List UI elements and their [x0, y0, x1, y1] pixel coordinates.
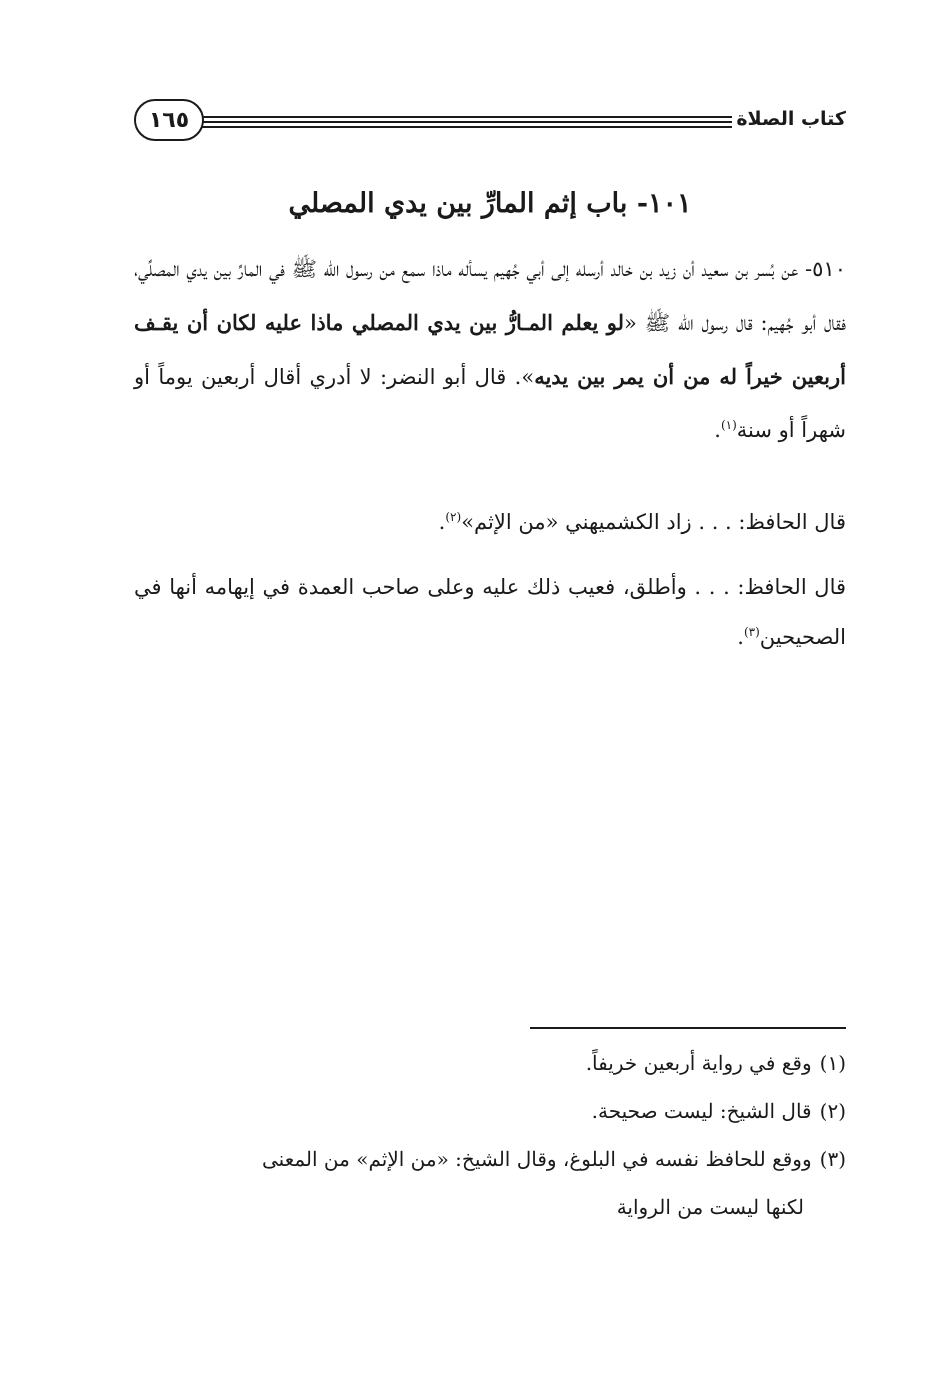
footnote-item: [134, 1087, 846, 1135]
quote-text: قال الحافظ: . . . زاد الكشميهني «من الإثم»: [461, 510, 846, 534]
header-rule: [200, 126, 732, 128]
footnote-item: [134, 1135, 846, 1183]
footnote-separator: [530, 1027, 846, 1029]
footnotes: [134, 1039, 846, 1231]
page-number-badge: [134, 99, 204, 141]
hafiz-quote-paragraph: [134, 498, 846, 546]
footnote-text: وقع في رواية أربعين خريفاً.: [585, 1051, 812, 1075]
hadith-text: ٥١٠- عن بُسر بن سعيد أن زيد بن خالد أرسله إلى أبي جُهيم يسأله ماذا سمع من رسول الله ﷺ في المارِّ بين يدي المصلِّي، فقال أبو جُهيم: قال رسول الله ﷺ «: [134, 257, 846, 335]
quote-end: .: [737, 625, 744, 649]
hadith-quote-bold: لو يعلم المـارُّ بين يدي المصلي ماذا عليه لكان أن يقـف أربعين خيراً له من أن يمر بين يديه: [134, 310, 846, 389]
header-rule: [200, 116, 732, 118]
footnote-ref: (١): [720, 418, 737, 432]
footnote-number: (٢): [819, 1099, 846, 1123]
quote-text: قال الحافظ: . . . وأطلق، فعيب ذلك عليه وعلى صاحب العمدة في إيهامه أنها في الصحيحين: [134, 575, 847, 649]
footnote-ref: (٢): [445, 510, 462, 524]
running-header-title: كتاب الصلاة: [736, 108, 846, 130]
footnote-text: قال الشيخ: ليست صحيحة.: [591, 1099, 812, 1123]
header-rule: [200, 121, 732, 123]
footnote-number: (٣): [819, 1147, 846, 1171]
footnote-text: ووقع للحافظ نفسه في البلوغ، وقال الشيخ: «من الإثم» من المعنى: [261, 1147, 812, 1171]
hadith-end: .: [714, 418, 721, 442]
page-number: ١٦٥: [148, 107, 190, 133]
footnote-ref: (٣): [743, 625, 760, 639]
footnote-number: (١): [819, 1051, 846, 1075]
hafiz-quote-paragraph: [134, 562, 846, 662]
hadith-paragraph: [134, 243, 846, 457]
quote-end: .: [438, 510, 446, 534]
footnote-continuation: لكنها ليست من الرواية: [616, 1195, 804, 1219]
chapter-heading: ١٠١- باب إثم المارِّ بين يدي المصلي: [288, 188, 692, 219]
hadith-text-continued: ». قال أبو النضر: لا أدري أقال أربعين يوماً أو شهراً أو سنة: [134, 365, 846, 442]
footnote-item: [134, 1039, 846, 1087]
